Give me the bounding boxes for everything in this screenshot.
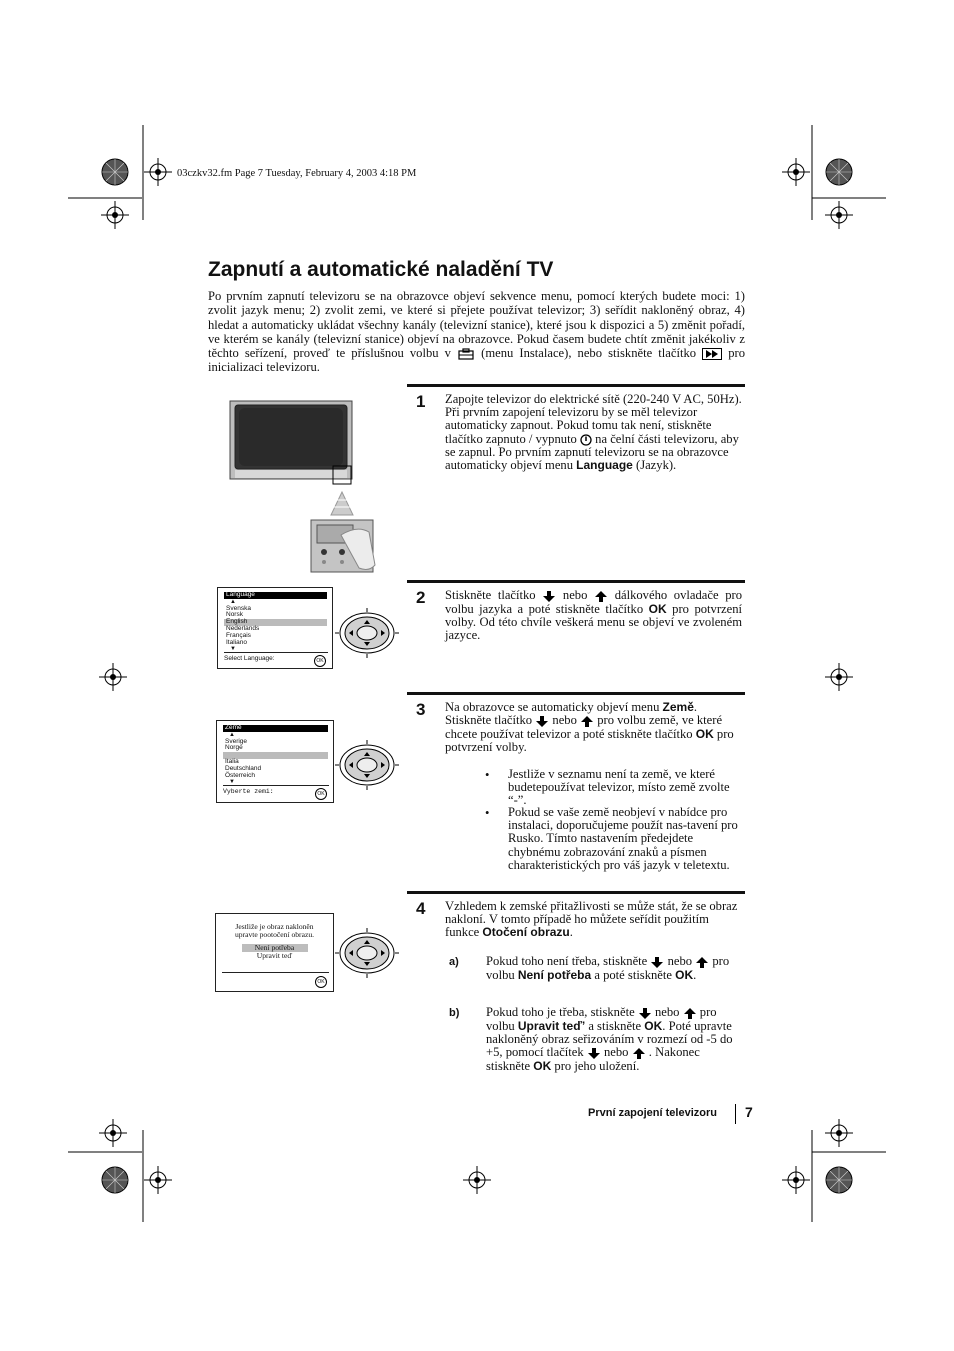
rotation-screen-footer <box>222 972 329 985</box>
step-3-bullet-2: Pokud se vaše země neobjeví v nabídce pro instalaci, doporučujeme použít nas-tavení pro Rusko. Tímto nastavením předejdete chybnému zobrazování znaků a písmen charakteristických pro váš jazyk v teletextu. <box>508 805 738 872</box>
arrow-up-icon <box>695 956 709 969</box>
option-b-label: b) <box>449 1007 460 1019</box>
country-list <box>223 739 328 780</box>
ok-button-icon: OK <box>315 976 327 988</box>
page-number: 7 <box>745 1104 753 1120</box>
country-list-item: Sverige <box>225 737 248 745</box>
step-2-number: 2 <box>416 588 426 607</box>
footer-section-label: První zapojení televizoru <box>588 1107 717 1119</box>
language-list-item: Norsk <box>226 611 243 619</box>
option-a-label: a) <box>449 956 459 968</box>
tv-illustration <box>229 400 379 575</box>
option-a-text: Pokud toho není třeba, stiskněte nebo pro volbu Není potřeba a poté stiskněte OK. <box>486 954 730 982</box>
toolbox-icon <box>457 348 475 360</box>
step-4-rule <box>407 891 745 894</box>
ok-button-icon: OK <box>315 788 327 800</box>
rotation-message-line-2: upravte pootočení obrazu. <box>234 930 315 939</box>
footer-divider <box>735 1104 736 1124</box>
bullet-marker: • <box>485 806 490 820</box>
remote-navigation-pad <box>335 928 399 978</box>
file-header: 03czkv32.fm Page 7 Tuesday, February 4, 2003 4:18 PM <box>177 168 417 179</box>
language-list-item: English <box>224 619 327 626</box>
language-menu-footer: Select Language: OK <box>224 652 328 663</box>
step-4-text: Vzhledem k zemské přitažlivosti se může stát, že se obraz nakloní. V tomto případě ho můžete seřídit použitím funkce Otočení obrazu. <box>445 899 738 940</box>
country-menu-screen <box>216 720 334 803</box>
step-1-number: 1 <box>416 392 426 411</box>
country-list-item: Österreich <box>225 771 255 779</box>
option-not-needed: Není potřeba <box>242 944 308 952</box>
scroll-up-icon: ▲ <box>229 731 235 738</box>
page-title: Zapnutí a automatické naladění TV <box>208 258 554 281</box>
language-list-item: Italiano <box>226 638 247 646</box>
option-adjust-now: Upravit teď <box>256 951 293 960</box>
step-4-number: 4 <box>416 899 426 918</box>
country-list-item: Norge <box>225 744 243 752</box>
intro-paragraph: Po prvním zapnutí televizoru se na obrazovce objeví sekvence menu, pomocí kterých budete moci: 1) zvolit jazyk menu; 2) zvolit zemi, ve které si přejete používat televizor; 3) seřídit nakloněný obraz, 4) hledat a automaticky ukládat všechny kanály (televizní stanice), které jsou k dispozici a 5) změnit pořadí, ve kterém se kanály (televizní stanice) objeví na obrazovce. Pokud časem budete chtít změnit jakékoliv z těchto seřízení, proveď te příslušnou volbu v (menu Instalace), nebo stiskněte tlačítko pro inicializaci televizoru. <box>208 289 746 375</box>
step-1-rule <box>407 384 745 387</box>
language-menu-title: Language <box>224 592 327 599</box>
option-b-text: Pokud toho je třeba, stiskněte nebo pro volbu Upravit teď’ a stiskněte OK. Poté upravte nakloněný obraz seřizováním v rozmezí od -5 do +5, pomocí tlačítek nebo . Nakonec stiskněte OK pro jeho uložení. <box>486 1005 733 1073</box>
country-list-item: Deutschland <box>225 764 262 772</box>
picture-rotation-screen <box>215 913 334 992</box>
scroll-up-icon: ▲ <box>230 598 236 605</box>
step-1-text: Zapojte televizor do elektrické sítě (220-240 V AC, 50Hz). Při prvním zapojení televizoru by se měl televizor automaticky zapnout. Pokud tomu tak není, stiskněte tlačítko zapnuto / vypnuto na čelní části televizoru, aby se zapnul. Po prvním zapnutí televizoru se na obrazovce automaticky objeví menu Language (Jazyk). <box>445 392 742 473</box>
country-menu-footer: Vyberte zemi: OK <box>223 785 329 796</box>
language-list-item: Svenska <box>226 604 251 612</box>
language-list <box>224 606 327 647</box>
country-list-item: Italia <box>225 757 239 765</box>
bullet-marker: • <box>485 768 490 782</box>
step-3-bullet-1: Jestliže v seznamu není ta země, ve které budetepoužívat televizor, místo země zvolte “-”. <box>508 767 730 808</box>
rotation-message-line-1: Jestliže je obraz nakloněn <box>235 922 314 931</box>
scroll-down-icon: ▼ <box>229 779 235 786</box>
remote-navigation-pad <box>335 740 399 790</box>
step-3-number: 3 <box>416 700 426 719</box>
fast-forward-icon <box>702 348 722 360</box>
language-list-item: Nederlands <box>226 624 260 632</box>
scroll-down-icon: ▼ <box>230 646 236 653</box>
step-2-rule <box>407 580 745 583</box>
language-menu-screen <box>217 587 333 669</box>
language-list-item: Français <box>226 631 251 639</box>
country-menu-title: Země <box>223 725 328 732</box>
step-2-text: Stiskněte tlačítko nebo dálkového ovladače pro volbu jazyka a poté stiskněte tlačítko OK pro potvrzení volby. Od této chvíle veškerá menu se objeví ve zvoleném jazyce. <box>445 588 742 643</box>
step-3-text: Na obrazovce se automaticky objeví menu Země. Stiskněte tlačítko nebo pro volbu země, ve které chcete používat televizor a poté stiskněte tlačítko OK pro potvrzení volby. <box>445 700 734 755</box>
step-3-rule <box>407 692 745 695</box>
remote-navigation-pad <box>335 608 399 658</box>
ok-button-icon: OK <box>314 655 326 667</box>
